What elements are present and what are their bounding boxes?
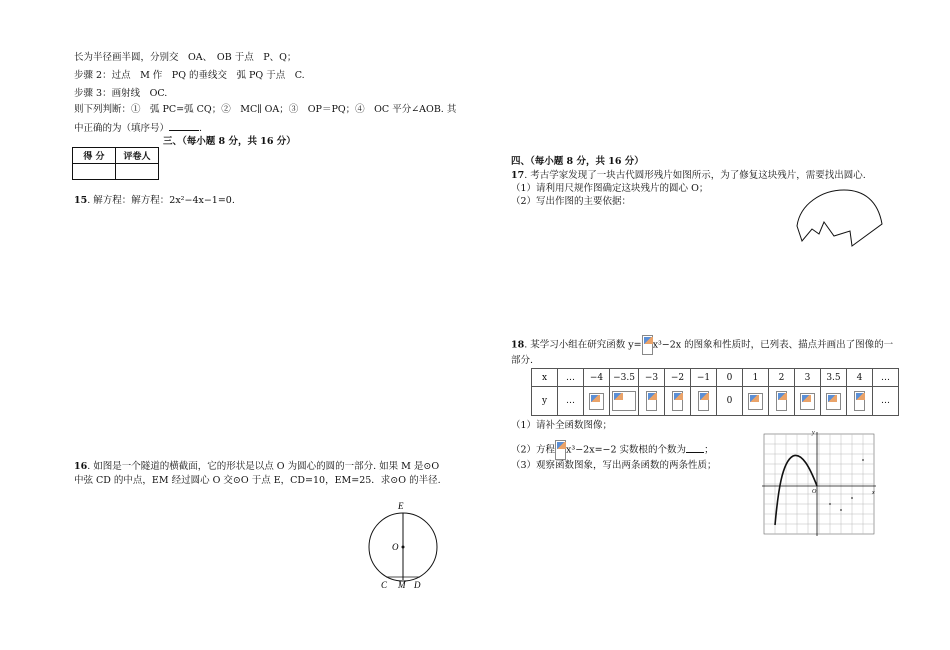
label-o: O <box>392 542 399 552</box>
image-placeholder-icon <box>698 391 709 411</box>
center-point <box>402 546 405 549</box>
q18-sub-2: （2）方程 x³−2x=−2 实数根的个数为 ； <box>511 440 714 460</box>
y-cell: … <box>558 387 584 416</box>
q14-line-3: 步骤 3：画射线 OC. <box>74 88 168 99</box>
grader-header: 评卷人 <box>116 148 159 164</box>
fragment-outline <box>797 190 882 246</box>
image-placeholder-icon <box>672 391 683 411</box>
q18-sub-1: （1）请补全函数图像； <box>511 420 613 431</box>
score-cell[interactable] <box>73 164 116 180</box>
x-cell: 3 <box>795 369 821 387</box>
x-cell: −4 <box>584 369 610 387</box>
q14-line-1: 长为半径画半圆，分别交 OA、 OB 于点 P、Q； <box>74 52 297 63</box>
x-header: x <box>532 369 558 387</box>
label-d: D <box>414 580 421 590</box>
y-cell <box>743 387 769 416</box>
q16-text: . 如图是一个隧道的横截面，它的形状是以点 O 为圆心的圆的一部分. 如果 M 是⊙O <box>87 461 440 472</box>
image-placeholder-icon <box>854 391 865 411</box>
y-cell <box>795 387 821 416</box>
q17-sub-1: （1）请利用尺规作图确定这块残片的圆心 O； <box>511 183 709 194</box>
q17-sub-2: （2）写出作图的主要依据： <box>511 196 632 207</box>
section-4-heading: 四、（每小题 8 分，共 16 分） <box>511 156 644 167</box>
label-c: C <box>381 580 388 590</box>
y-cell <box>847 387 873 416</box>
label-e: E <box>398 501 404 511</box>
q15 <box>74 195 235 207</box>
x-cell: −3.5 <box>610 369 639 387</box>
q14-line-2: 步骤 2：过点 M 作 PQ 的垂线交 弧 PQ 于点 C. <box>74 70 305 81</box>
q18-graph <box>760 430 880 538</box>
image-placeholder-icon <box>646 391 657 411</box>
q14-line-4: 则下列判断：① 弧 PC=弧 CQ；② MC∥ OA；③ OP＝PQ；④ OC 平分∠AOB. 其 <box>74 104 457 115</box>
y-cell: … <box>873 387 899 416</box>
q18-value-table <box>531 368 899 416</box>
q17-text: . 考古学家发现了一块古代圆形残片如图所示，为了修复这块残片，需要找出圆心. <box>524 170 866 181</box>
q17-number: 17 <box>511 170 525 181</box>
q17 <box>511 170 866 182</box>
q15-text: . 解方程：解方程：2x²−4x−1=0. <box>87 195 235 206</box>
x-cell: … <box>558 369 584 387</box>
origin-label: O <box>812 489 817 495</box>
y-cell <box>821 387 847 416</box>
image-placeholder-icon <box>776 391 787 411</box>
x-cell: 2 <box>769 369 795 387</box>
score-header: 得 分 <box>73 148 116 164</box>
fraction-image-icon <box>555 440 566 460</box>
q16-number: 16 <box>74 461 88 472</box>
y-cell <box>639 387 665 416</box>
q14-answer-prompt: 中正确的为（填序号） <box>74 123 170 134</box>
x-cell: 3.5 <box>821 369 847 387</box>
section-3-heading: 三、（每小题 8 分，共 16 分） <box>163 136 296 147</box>
y-cell <box>610 387 639 416</box>
q18-line-2: 部分. <box>511 355 534 366</box>
y-cell <box>691 387 717 416</box>
q16-circle-figure <box>355 495 455 595</box>
x-axis-label: x <box>872 490 875 496</box>
y-header: y <box>532 387 558 416</box>
image-placeholder-icon <box>800 393 815 410</box>
y-cell <box>584 387 610 416</box>
x-cell: −3 <box>639 369 665 387</box>
q16-line-1 <box>74 461 439 473</box>
image-placeholder-icon <box>748 393 763 410</box>
image-placeholder-icon <box>826 393 841 410</box>
fraction-image-icon <box>642 335 653 355</box>
q18-number: 18 <box>511 339 525 351</box>
score-table <box>72 147 159 180</box>
x-cell: −1 <box>691 369 717 387</box>
grader-cell[interactable] <box>116 164 159 180</box>
q14-answer-blank[interactable] <box>169 121 199 131</box>
q15-number: 15 <box>74 195 88 206</box>
y-cell: 0 <box>717 387 743 416</box>
q17-fragment-figure <box>792 186 887 256</box>
q18-line-1: 18. 某学习小组在研究函数 y= x³−2x 的图象和性质时，已列表、描点并画出了图像的一 <box>511 335 893 355</box>
x-cell: 4 <box>847 369 873 387</box>
y-cell <box>665 387 691 416</box>
q18-answer-blank[interactable] <box>686 443 704 453</box>
image-placeholder-icon <box>612 391 636 411</box>
y-cell <box>769 387 795 416</box>
x-cell: … <box>873 369 899 387</box>
y-axis-label: y <box>812 430 815 436</box>
label-m: M <box>398 580 406 590</box>
q18-sub-3: （3）观察函数图象，写出两条函数的两条性质； <box>511 460 717 471</box>
x-cell: −2 <box>665 369 691 387</box>
x-cell: 1 <box>743 369 769 387</box>
q16-line-2: 中弦 CD 的中点，EM 经过圆心 O 交⊙O 于点 E，CD=10，EM=25．求⊙O 的半径. <box>74 475 441 486</box>
image-placeholder-icon <box>589 393 604 410</box>
x-cell: 0 <box>717 369 743 387</box>
q14-line-5: 中正确的为（填序号） . <box>74 123 203 134</box>
